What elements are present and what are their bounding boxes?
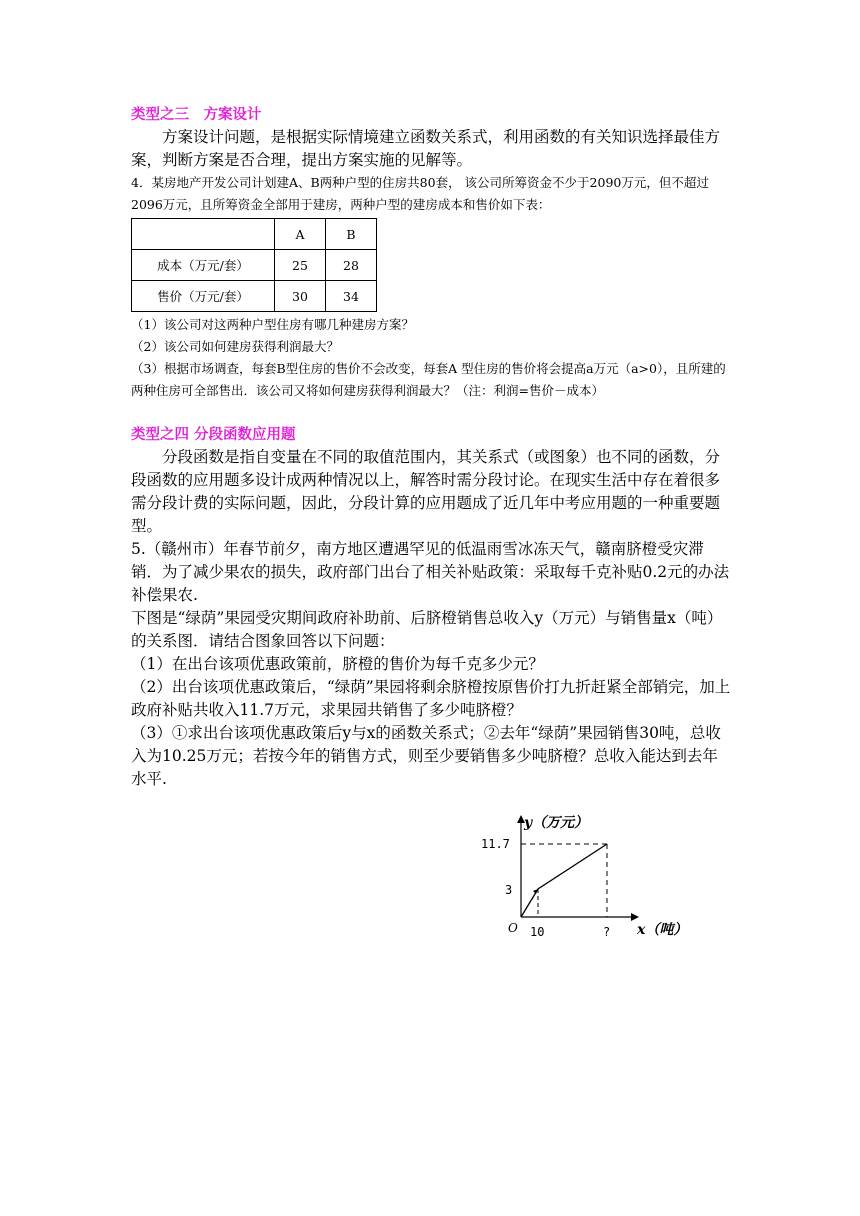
problem5-text: 5.（赣州市）年春节前夕，南方地区遭遇罕见的低温雨雪冰冻天气，赣南脐橙受灾滞销．为了减少果农的损失，政府部门出台了相关补贴政策：采取每千克补贴0.2元的办法补偿果农. — [131, 540, 730, 604]
income-sales-graph — [481, 812, 691, 942]
problem4-q2: （2）该公司如何建房获得利润最大？ — [131, 339, 339, 354]
x-tick-q: ? — [603, 925, 611, 939]
problem4-q1: （1）该公司对这两种户型住房有哪几种建房方案？ — [131, 317, 414, 332]
table-header-cell: B — [326, 219, 377, 250]
problem4-q3: （3）根据市场调查，每套B型住房的售价不会改变，每套A 型住房的售价将会提高a万元（a>0），且所建的两种住房可全部售出．该公司又将如何建房获得利润最大？（注：利润=售价－成本） — [131, 361, 726, 398]
section4-title: 类型之四 分段函数应用题 — [131, 427, 296, 443]
table-row — [132, 250, 377, 281]
x-axis-label: x（吨） — [637, 922, 688, 938]
y-tick-11-7: 11.7 — [481, 837, 510, 851]
origin-label: O — [508, 921, 518, 935]
table-cell: 售价（万元/套） — [132, 281, 275, 312]
problem5-q2: （2）出台该项优惠政策后，“绿荫”果园将剩余脐橙按原售价打九折赶紧全部销完，加上政府补贴共收入11.7万元，求果园共销售了多少吨脐橙？ — [131, 678, 731, 719]
table-header-cell: A — [275, 219, 326, 250]
section3-title: 类型之三 方案设计 — [131, 107, 262, 123]
data-line — [521, 844, 607, 917]
problem5-graph-desc: 下图是“绿荫”果园受灾期间政府补助前、后脐橙销售总收入y（万元）与销售量x（吨）的关系图．请结合图象回答以下问题： — [131, 609, 723, 650]
table-header-row — [132, 219, 377, 250]
x-tick-10: 10 — [530, 925, 545, 939]
table-cell: 25 — [275, 250, 326, 281]
data-line-arrowhead — [533, 889, 538, 894]
table-header-cell — [132, 219, 275, 250]
y-tick-3: 3 — [505, 883, 513, 897]
problem5-q1: （1）在出台该项优惠政策前，脐橙的售价为每千克多少元？ — [131, 655, 544, 673]
table-row — [132, 281, 377, 312]
table-cell: 30 — [275, 281, 326, 312]
document-page — [131, 104, 731, 939]
x-axis-arrow — [631, 913, 639, 921]
cost-price-table — [131, 218, 377, 312]
section3-intro: 方案设计问题，是根据实际情境建立函数关系式，利用函数的有关知识选择最佳方案，判断方案是否合理，提出方案实施的见解等。 — [131, 128, 721, 169]
table-cell: 34 — [326, 281, 377, 312]
problem5-q3: （3）①求出台该项优惠政策后y与x的函数关系式；②去年“绿荫”果园销售30吨，总收入为10.25万元；若按今年的销售方式，则至少要销售多少吨脐橙？总收入能达到去年水平. — [131, 724, 721, 788]
table-cell: 28 — [326, 250, 377, 281]
problem4-text: 4．某房地产开发公司计划建A、B两种户型的住房共80套， 该公司所筹资金不少于2090万元，但不超过2096万元，且所筹资金全部用于建房，两种户型的建房成本和售价如下表： — [131, 175, 709, 212]
table-cell: 成本（万元/套） — [132, 250, 275, 281]
y-axis-label: y（万元） — [524, 815, 589, 831]
section4-intro: 分段函数是指自变量在不同的取值范围内，其关系式（或图象）也不同的函数，分段函数的应用题多设计成两种情况以上，解答时需分段讨论。在现实生活中存在着很多需分段计费的实际问题，因此，分段计算的应用题成了近几年中考应用题的一种重要题型。 — [131, 448, 721, 535]
